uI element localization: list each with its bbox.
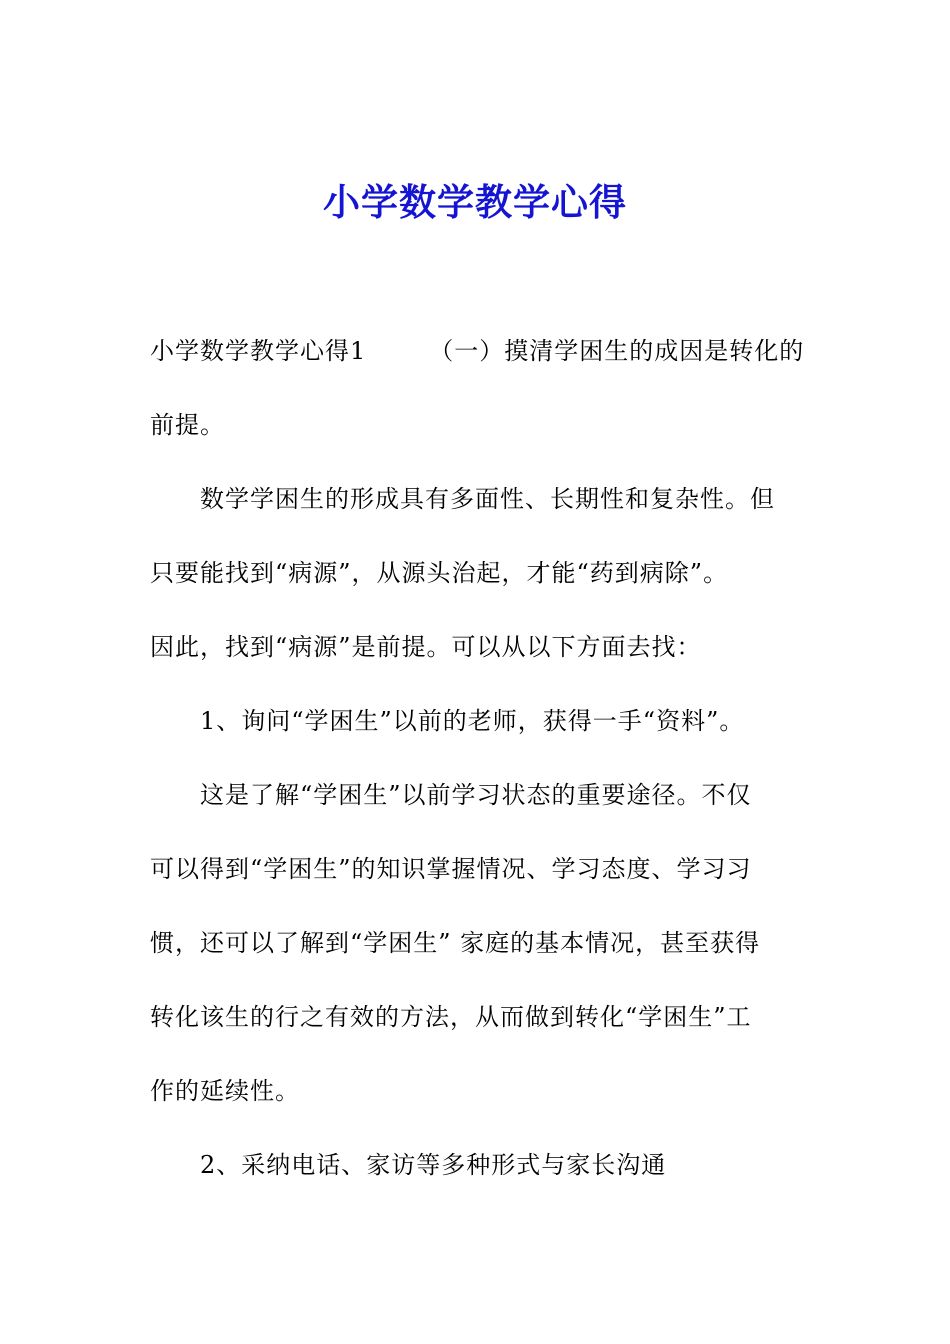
text-line-5: 因此，找到“病源”是前提。可以从以下方面去找： — [150, 633, 702, 661]
text-line-1: 小学数学教学心得1 （一）摸清学困生的成因是转化的 — [150, 337, 805, 365]
text-line-3: 数学学困生的形成具有多面性、长期性和复杂性。但 — [150, 485, 775, 513]
text-line-11: 作的延续性。 — [150, 1077, 300, 1105]
text-line-2: 前提。 — [150, 411, 225, 439]
text-line-4: 只要能找到“病源”，从源头治起，才能“药到病除”。 — [150, 559, 729, 587]
text-line-6: 1、询问“学困生”以前的老师，获得一手“资料”。 — [150, 707, 745, 735]
text-line-12: 2、采纳电话、家访等多种形式与家长沟通 — [150, 1151, 667, 1179]
text-line-9: 惯，还可以了解到“学困生” 家庭的基本情况，甚至获得 — [150, 929, 761, 957]
document-title: 小学数学教学心得 — [323, 180, 627, 224]
text-line-10: 转化该生的行之有效的方法，从而做到转化“学困生”工 — [150, 1003, 752, 1031]
text-line-7: 这是了解“学困生”以前学习状态的重要途径。不仅 — [150, 781, 752, 809]
text-line-8: 可以得到“学困生”的知识掌握情况、学习态度、学习习 — [150, 855, 752, 883]
